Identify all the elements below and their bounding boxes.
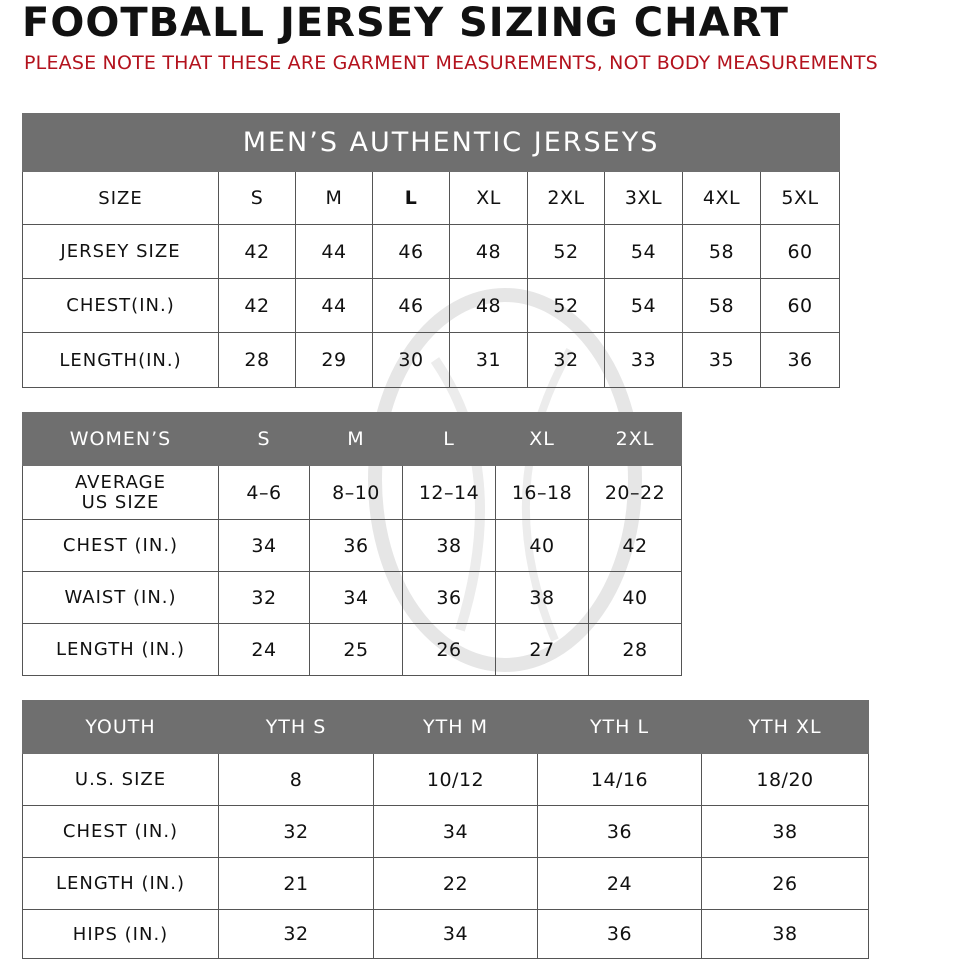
womens-size-header: XL — [496, 413, 589, 466]
table-cell: 38 — [702, 910, 869, 959]
youth-size-header: YTH S — [219, 701, 374, 754]
table-cell: 36 — [761, 333, 840, 388]
table-row — [23, 333, 840, 388]
garment-measurement-note: PLEASE NOTE THAT THESE ARE GARMENT MEASUREMENTS, NOT BODY MEASUREMENTS — [24, 52, 878, 74]
mens-table-banner: MEN’S AUTHENTIC JERSEYS — [23, 114, 840, 172]
mens-size-header: 2XL — [528, 172, 605, 225]
table-cell: 8 — [219, 754, 374, 806]
mens-size-header: S — [219, 172, 296, 225]
table-cell: 32 — [219, 806, 374, 858]
table-cell: 36 — [403, 572, 496, 624]
row-label: U.S. SIZE — [23, 754, 219, 806]
table-cell: 32 — [219, 910, 374, 959]
table-cell: 54 — [605, 279, 683, 333]
womens-size-header: L — [403, 413, 496, 466]
table-cell: 21 — [219, 858, 374, 910]
table-cell: 60 — [761, 279, 840, 333]
table-cell: 16–18 — [496, 466, 589, 520]
table-cell: 26 — [403, 624, 496, 676]
row-label-line: AVERAGE — [75, 471, 166, 493]
table-row — [23, 279, 840, 333]
table-cell: 12–14 — [403, 466, 496, 520]
row-label: HIPS (IN.) — [23, 910, 219, 959]
table-cell: 46 — [373, 225, 450, 279]
youth-header-label: YOUTH — [23, 701, 219, 754]
table-row — [23, 466, 682, 520]
table-cell: 24 — [219, 624, 310, 676]
table-cell: 28 — [589, 624, 682, 676]
table-row — [23, 572, 682, 624]
mens-size-header: 3XL — [605, 172, 683, 225]
table-cell: 25 — [310, 624, 403, 676]
table-cell: 31 — [450, 333, 528, 388]
table-cell: 32 — [219, 572, 310, 624]
table-cell: 38 — [403, 520, 496, 572]
womens-size-header: 2XL — [589, 413, 682, 466]
table-cell: 4–6 — [219, 466, 310, 520]
table-cell: 30 — [373, 333, 450, 388]
table-cell: 54 — [605, 225, 683, 279]
row-label: LENGTH(IN.) — [23, 333, 219, 388]
table-cell: 48 — [450, 225, 528, 279]
table-cell: 20–22 — [589, 466, 682, 520]
table-cell: 35 — [683, 333, 761, 388]
table-cell: 36 — [538, 806, 702, 858]
table-cell: 48 — [450, 279, 528, 333]
youth-size-header: YTH M — [374, 701, 538, 754]
youth-size-header: YTH L — [538, 701, 702, 754]
womens-size-header: S — [219, 413, 310, 466]
womens-sizing-table — [22, 412, 682, 676]
table-cell: 44 — [296, 279, 373, 333]
table-cell: 36 — [538, 910, 702, 959]
row-label: CHEST(IN.) — [23, 279, 219, 333]
row-label: CHEST (IN.) — [23, 520, 219, 572]
row-label — [23, 466, 219, 520]
table-cell: 24 — [538, 858, 702, 910]
table-row — [23, 520, 682, 572]
table-cell: 10/12 — [374, 754, 538, 806]
table-cell: 60 — [761, 225, 840, 279]
table-cell: 32 — [528, 333, 605, 388]
table-cell: 42 — [589, 520, 682, 572]
table-cell: 26 — [702, 858, 869, 910]
table-cell: 52 — [528, 279, 605, 333]
table-cell: 18/20 — [702, 754, 869, 806]
youth-size-header: YTH XL — [702, 701, 869, 754]
womens-header-label: WOMEN’S — [23, 413, 219, 466]
mens-size-header: 5XL — [761, 172, 840, 225]
row-label: LENGTH (IN.) — [23, 858, 219, 910]
mens-size-header: 4XL — [683, 172, 761, 225]
row-label-line: US SIZE — [81, 491, 160, 513]
mens-size-label: SIZE — [23, 172, 219, 225]
table-cell: 58 — [683, 279, 761, 333]
table-cell: 33 — [605, 333, 683, 388]
table-cell: 36 — [310, 520, 403, 572]
table-row — [23, 225, 840, 279]
table-cell: 34 — [374, 806, 538, 858]
table-row — [23, 858, 869, 910]
row-label: JERSEY SIZE — [23, 225, 219, 279]
mens-size-header: M — [296, 172, 373, 225]
table-cell: 8–10 — [310, 466, 403, 520]
table-cell: 34 — [310, 572, 403, 624]
table-cell: 22 — [374, 858, 538, 910]
table-cell: 52 — [528, 225, 605, 279]
table-row — [23, 754, 869, 806]
table-cell: 38 — [496, 572, 589, 624]
row-label: WAIST (IN.) — [23, 572, 219, 624]
table-cell: 58 — [683, 225, 761, 279]
table-row — [23, 910, 869, 959]
table-cell: 28 — [219, 333, 296, 388]
table-cell: 29 — [296, 333, 373, 388]
table-cell: 40 — [589, 572, 682, 624]
mens-sizing-table — [22, 113, 840, 388]
youth-sizing-table — [22, 700, 869, 959]
table-cell: 42 — [219, 225, 296, 279]
mens-size-header: L — [373, 172, 450, 225]
table-cell: 40 — [496, 520, 589, 572]
table-row — [23, 624, 682, 676]
table-cell: 42 — [219, 279, 296, 333]
row-label: LENGTH (IN.) — [23, 624, 219, 676]
table-cell: 38 — [702, 806, 869, 858]
table-cell: 34 — [219, 520, 310, 572]
table-cell: 27 — [496, 624, 589, 676]
table-cell: 46 — [373, 279, 450, 333]
table-cell: 44 — [296, 225, 373, 279]
table-cell: 34 — [374, 910, 538, 959]
row-label: CHEST (IN.) — [23, 806, 219, 858]
table-cell: 14/16 — [538, 754, 702, 806]
mens-size-header: XL — [450, 172, 528, 225]
page-title: FOOTBALL JERSEY SIZING CHART — [22, 0, 789, 46]
table-row — [23, 806, 869, 858]
womens-size-header: M — [310, 413, 403, 466]
